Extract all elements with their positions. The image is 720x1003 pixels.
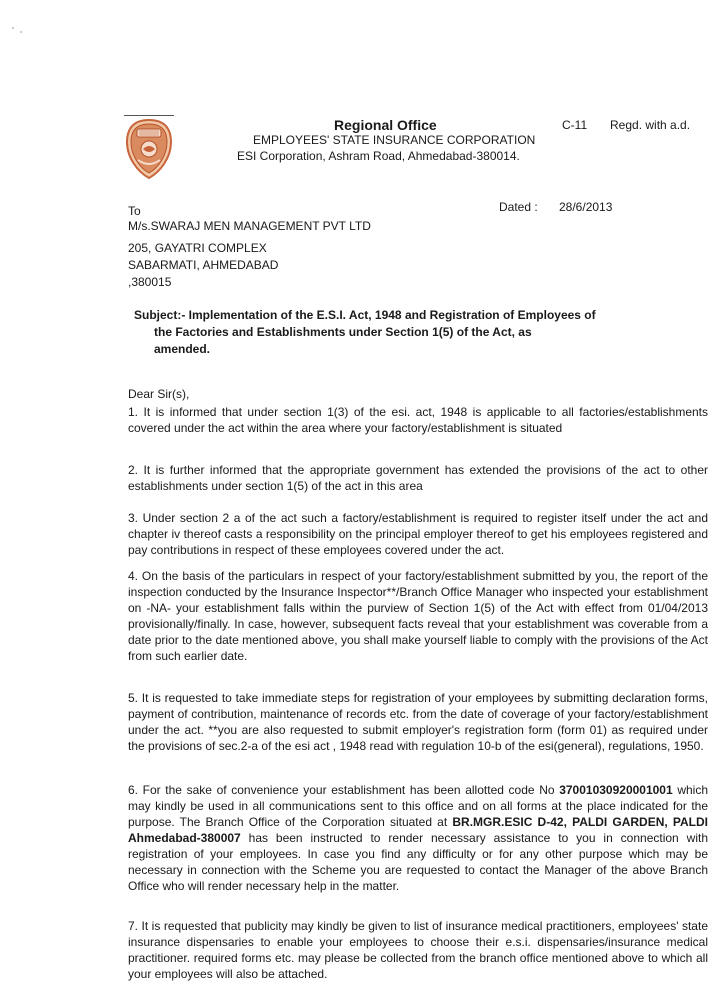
esic-emblem-icon <box>124 118 174 180</box>
scan-speck <box>12 27 14 29</box>
header-rule <box>124 115 174 116</box>
form-number: C-11 <box>562 118 588 132</box>
office-title: Regional Office <box>334 117 437 133</box>
paragraph-6-text: has been instructed to render necessary assistance to you in connection with registration of your employees. In case you find any difficulty or for any other purpose which may be necessary in connection with the Scheme you are requested to contact the Manager of the above Branch Office who will render necessary help in the matter. <box>128 831 708 893</box>
paragraph-2: 2. It is further informed that the appropriate government has extended the provisions of the act to other establishments under section 1(5) of the act in this area <box>128 463 708 493</box>
recipient-address-line: SABARMATI, AHMEDABAD <box>128 258 279 272</box>
corporation-name: EMPLOYEES' STATE INSURANCE CORPORATION <box>253 133 536 147</box>
recipient-address-line: 205, GAYATRI COMPLEX <box>128 241 267 255</box>
subject-line: the Factories and Establishments under Section 1(5) of the Act, as <box>154 325 532 339</box>
salutation: Dear Sir(s), <box>128 387 190 401</box>
dated-label: Dated : <box>499 200 538 214</box>
scan-speck <box>20 31 22 33</box>
subject-line: amended. <box>154 342 211 356</box>
paragraph-1: 1. It is informed that under section 1(3) of the esi. act, 1948 is applicable to all factories/establishments covered under the act within the area where your factory/establishment is situated <box>128 405 708 435</box>
paragraph-6-text: 6. For the sake of convenience your establishment has been allotted code No <box>128 783 555 797</box>
subject-line: Subject:- Implementation of the E.S.I. Act, 1948 and Registration of Employees of <box>134 308 596 322</box>
paragraph-3: 3. Under section 2 a of the act such a factory/establishment is required to register itself under the act and chapter iv thereof casts a responsibility on the principal employer thereof to get his employees registered and pay contributions in respect of these employees covered under the act. <box>128 511 708 557</box>
dated-value: 28/6/2013 <box>559 200 613 214</box>
paragraph-6-text: which may kindly be used in all communications sent to this office and on all forms at the place indicated for the purpose. The Branch Office of the Corporation situated at <box>128 783 708 829</box>
office-address: ESI Corporation, Ashram Road, Ahmedabad-380014. <box>237 149 520 163</box>
branch-office-address: BR.MGR.ESIC D-42, PALDI GARDEN, PALDI Ahmedabad-380007 <box>128 815 708 845</box>
paragraph-7: 7. It is requested that publicity may kindly be given to list of insurance medical practitioners, employees' state insurance dispensaries to enable your employees to choose their e.s.i. dispensaries/insurance medical practitioner. required forms etc. may please be collected from the branch office mentioned above to which all your employees will also be attached. <box>128 919 708 981</box>
subject-block <box>134 307 614 358</box>
paragraph-5: 5. It is requested to take immediate steps for registration of your employees by submitting declaration forms, payment of contribution, maintenance of records etc. from the date of coverage of your factory/establishment under the act. **you are also requested to submit employer's registration form (form 01) as required under the provisions of sec.2-a of the esi act , 1948 read with regulation 10-b of the esi(general), regulations, 1950. <box>128 691 708 753</box>
paragraph-6 <box>128 782 708 894</box>
recipient-name: M/s.SWARAJ MEN MANAGEMENT PVT LTD <box>128 219 371 233</box>
paragraph-4: 4. On the basis of the particulars in respect of your factory/establishment submitted by you, the report of the inspection conducted by the Insurance Inspector**/Branch Office Manager who inspected your establishment on -NA- your establishment falls within the purview of Section 1(5) of the Act with effect from 01/04/2013 provisionally/finally. In case, however, subsequent facts reveal that your establishment was coverable from a date prior to the date mentioned above, you shall make yourself liable to comply with the provisions of the Act from such earlier date. <box>128 569 708 663</box>
dispatch-mode: Regd. with a.d. <box>610 118 691 132</box>
recipient-address-line: ,380015 <box>128 275 172 289</box>
to-label: To <box>128 204 141 218</box>
employer-code: 37001030920001001 <box>559 783 673 797</box>
